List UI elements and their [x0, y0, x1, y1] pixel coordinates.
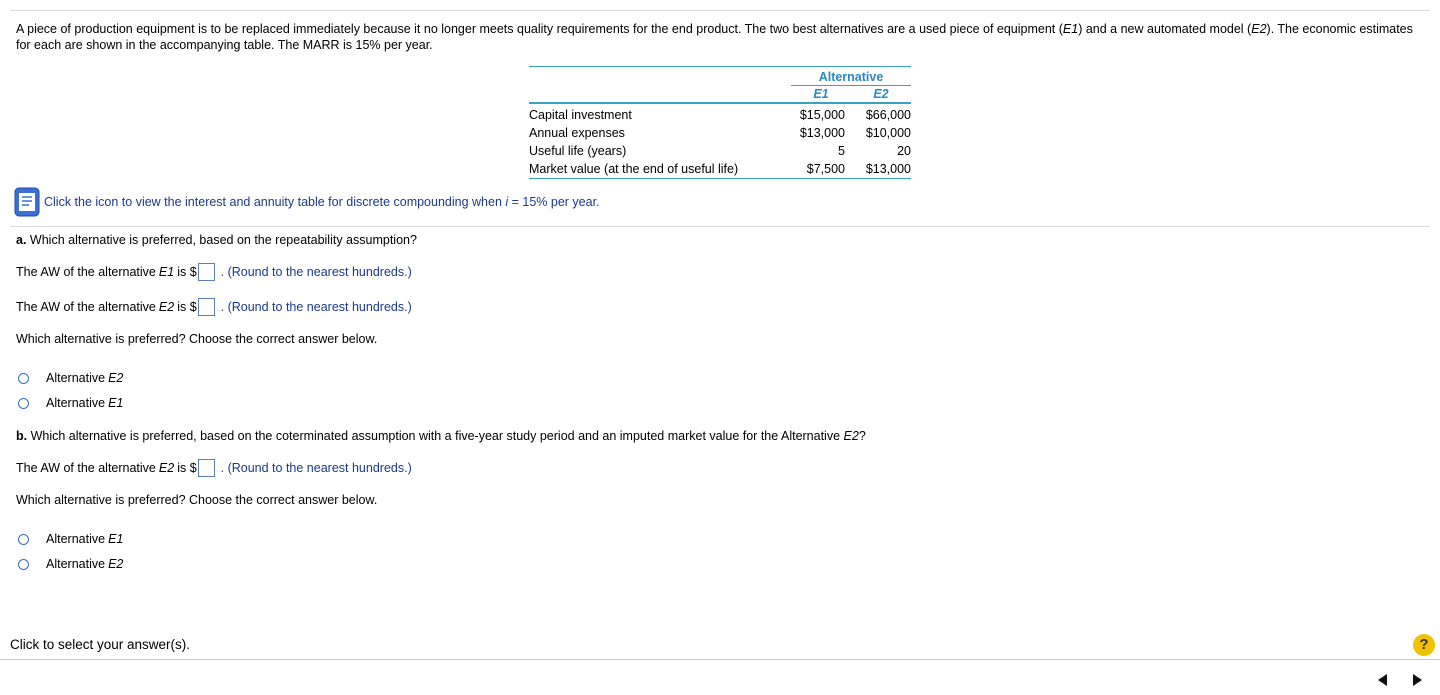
column-header-e1: E1 — [813, 87, 829, 101]
radio-button[interactable] — [18, 373, 29, 384]
aw-e1-line: The AW of the alternative E1 is $ . (Round to the nearest hundreds.) — [16, 265, 412, 279]
table-row — [529, 106, 911, 124]
cell-e1: 5 — [838, 144, 845, 158]
estimates-table — [529, 66, 911, 179]
cell-e2: $10,000 — [865, 126, 911, 140]
table-row — [529, 124, 911, 142]
cell-e1: $13,000 — [799, 126, 845, 140]
rounding-hint: . (Round to the nearest hundreds.) — [220, 461, 412, 475]
status-text: Click to select your answer(s). — [10, 637, 191, 652]
row-label: Market value (at the end of useful life) — [529, 162, 739, 176]
cell-e2: $66,000 — [865, 108, 911, 122]
radio-button[interactable] — [18, 534, 29, 545]
radio-button[interactable] — [18, 398, 29, 409]
triangle-right-icon[interactable] — [1411, 673, 1423, 687]
option-b-alternative-e1[interactable]: Alternative E1 — [18, 532, 123, 546]
option-a-alternative-e2[interactable]: Alternative E2 — [18, 371, 123, 385]
book-icon[interactable] — [14, 187, 40, 217]
table-row — [529, 160, 911, 178]
top-divider — [10, 10, 1430, 11]
triangle-left-icon[interactable] — [1377, 673, 1389, 687]
cell-e2: $13,000 — [865, 162, 911, 176]
row-label: Useful life (years) — [529, 144, 627, 158]
aw-e1-input[interactable] — [198, 263, 215, 281]
table-column-headers — [791, 85, 911, 102]
aw-b-e2-line: The AW of the alternative E2 is $ . (Round to the nearest hundreds.) — [16, 461, 412, 475]
question-b: b. Which alternative is preferred, based on the coterminated assumption with a five-year study period and an imputed market value for the Alternative E2? — [16, 429, 866, 443]
option-a-alternative-e1[interactable]: Alternative E1 — [18, 396, 123, 410]
choose-prompt-b: Which alternative is preferred? Choose the correct answer below. — [16, 493, 378, 507]
footer-divider — [0, 659, 1440, 660]
interest-table-link[interactable] — [14, 187, 600, 217]
row-label: Capital investment — [529, 108, 632, 122]
table-row — [529, 142, 911, 160]
section-divider — [10, 226, 1430, 227]
radio-button[interactable] — [18, 559, 29, 570]
interest-table-link-text[interactable]: Click the icon to view the interest and annuity table for discrete compounding when i = 15% per year. — [44, 195, 600, 209]
table-group-header: Alternative — [818, 70, 884, 84]
choose-prompt-a: Which alternative is preferred? Choose the correct answer below. — [16, 332, 378, 346]
table-header-rule — [529, 102, 911, 104]
rounding-hint: . (Round to the nearest hundreds.) — [220, 300, 412, 314]
cell-e1: $15,000 — [799, 108, 845, 122]
problem-statement: A piece of production equipment is to be replaced immediately because it no longer meets quality requirements for the end product. The two best alternatives are a used piece of equipment (E1) and a new automated model (E2). The economic estimates for each are shown in the accompanying table. The MARR is 15% per year. — [16, 22, 1413, 52]
help-button[interactable]: ? — [1413, 634, 1435, 656]
column-header-e2: E2 — [873, 87, 889, 101]
table-bottom-rule — [529, 178, 911, 179]
option-b-alternative-e2[interactable]: Alternative E2 — [18, 557, 123, 571]
aw-e2-line: The AW of the alternative E2 is $ . (Round to the nearest hundreds.) — [16, 300, 412, 314]
cell-e1: $7,500 — [806, 162, 845, 176]
row-label: Annual expenses — [529, 126, 625, 140]
cell-e2: 20 — [897, 144, 911, 158]
question-a: a. Which alternative is preferred, based on the repeatability assumption? — [16, 233, 417, 247]
aw-b-e2-input[interactable] — [198, 459, 215, 477]
rounding-hint: . (Round to the nearest hundreds.) — [220, 265, 412, 279]
aw-e2-input[interactable] — [198, 298, 215, 316]
